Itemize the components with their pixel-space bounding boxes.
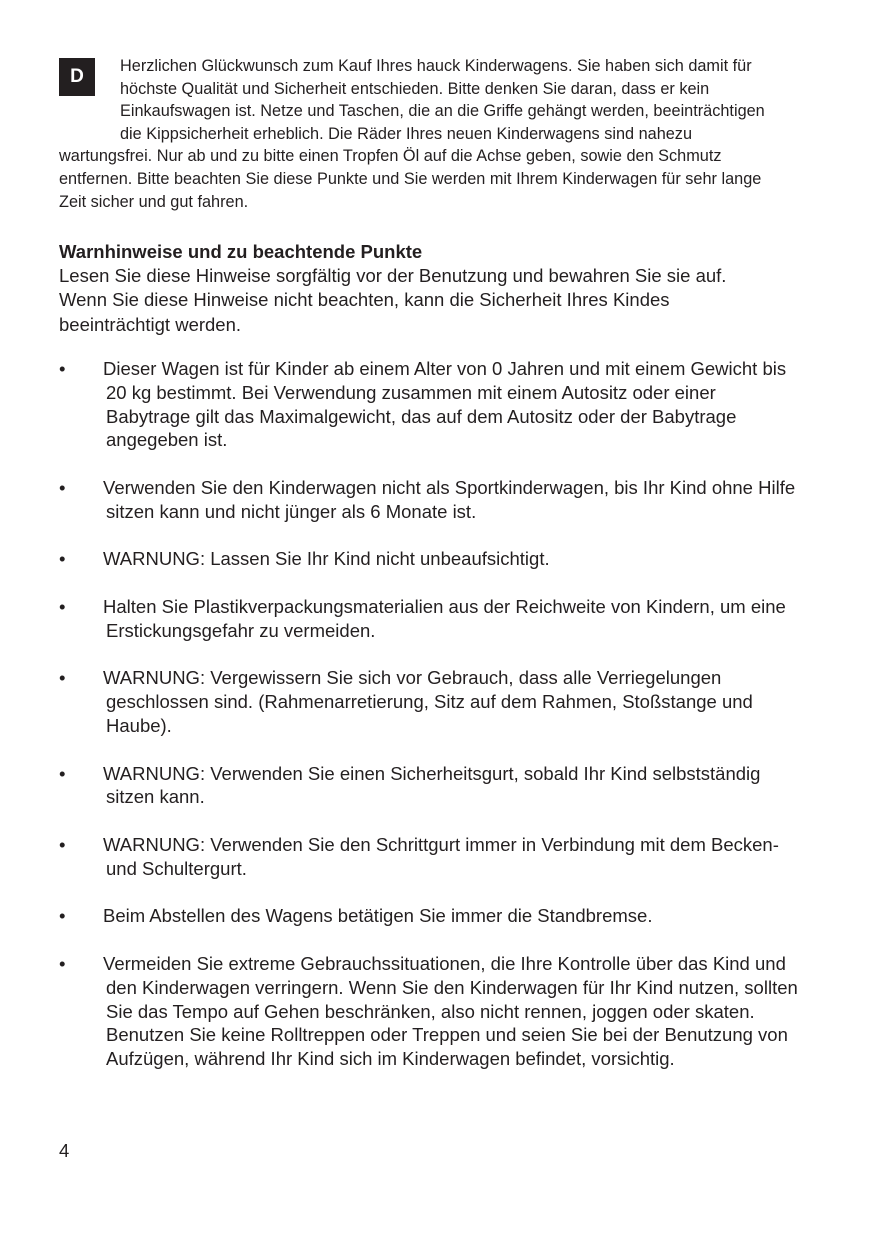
list-item-text: Vermeiden Sie extreme Gebrauchssituationen, die Ihre Kontrolle über das Kind und den Kinderwagen verringern. Wenn Sie den Kinderwagen für Ihr Kind nutzen, sollten Sie das Tempo auf Gehen beschränken, also nicht rennen, joggen oder skaten. Benutzen Sie keine Rolltreppen oder Treppen und seien Sie bei der Benutzung von Aufzügen, während Ihr Kind sich im Kinderwagen befindet, vorsichtig. (103, 952, 798, 1070)
language-badge: D (59, 58, 95, 96)
list-item (59, 595, 799, 643)
bullet-icon: • (59, 952, 66, 974)
list-item-text: WARNUNG: Vergewissern Sie sich vor Gebrauch, dass alle Verriegelungen geschlossen sind. (Rahmenarretierung, Sitz auf dem Rahmen, Stoßstange und Haube). (103, 667, 753, 736)
bullet-icon: • (59, 905, 66, 927)
list-item-text: WARNUNG: Verwenden Sie den Schrittgurt immer in Verbindung mit dem Becken- und Schultergurt. (103, 833, 779, 879)
list-item-text: WARNUNG: Verwenden Sie einen Sicherheitsgurt, sobald Ihr Kind selbstständig sitzen kann. (103, 762, 761, 808)
bullet-icon: • (59, 667, 66, 689)
intro-paragraph (59, 55, 779, 213)
warning-list (59, 357, 799, 1095)
list-item (59, 762, 799, 810)
bullet-icon: • (59, 762, 66, 784)
list-item (59, 666, 799, 737)
list-item-text: Halten Sie Plastikverpackungsmaterialien aus der Reichweite von Kindern, um eine Erstickungsgefahr zu vermeiden. (103, 595, 786, 641)
list-item (59, 357, 799, 452)
bullet-icon: • (59, 476, 66, 498)
list-item-text: Beim Abstellen des Wagens betätigen Sie immer die Standbremse. (103, 905, 653, 927)
section-intro: Lesen Sie diese Hinweise sorgfältig vor der Benutzung und bewahren Sie sie auf. Wenn Sie diese Hinweise nicht beachten, kann die Sicherheit Ihres Kindes beeinträchtigt werden. (59, 265, 727, 335)
badge-spacer (59, 55, 120, 123)
list-item-text: WARNUNG: Lassen Sie Ihr Kind nicht unbeaufsichtigt. (103, 548, 550, 570)
page-number: 4 (59, 1140, 70, 1161)
list-item (59, 547, 799, 571)
bullet-icon: • (59, 548, 66, 570)
list-item (59, 952, 799, 1071)
list-item (59, 833, 799, 881)
list-item-text: Dieser Wagen ist für Kinder ab einem Alter von 0 Jahren und mit einem Gewicht bis 20 kg bestimmt. Bei Verwendung zusammen mit einem Autositz oder einer Babytrage gilt das Maximalgewicht, das auf dem Autositz oder der Babytrage angegeben ist. (103, 358, 787, 451)
bullet-icon: • (59, 358, 66, 379)
bullet-icon: • (59, 833, 66, 855)
list-item (59, 476, 799, 524)
list-item (59, 904, 799, 928)
intro-text: Herzlichen Glückwunsch zum Kauf Ihres hauck Kinderwagens. Sie haben sich damit für höchste Qualität und Sicherheit entschieden. Bitte denken Sie daran, dass er kein Einkaufswagen ist. Netze und Taschen, die an die Griffe gehängt werden, beeinträchtigen die Kippsicherheit erheblich. Die Räder Ihres neuen Kinderwagens sind nahezu wartungsfrei. Nur ab und zu bitte einen Tropfen Öl auf die Achse geben, sowie den Schmutz entfernen. Bitte beachten Sie diese Punkte und Sie werden mit Ihrem Kinderwagen für sehr lange Zeit sicher und gut fahren. (59, 57, 765, 211)
list-item-text: Verwenden Sie den Kinderwagen nicht als Sportkinderwagen, bis Ihr Kind ohne Hilfe sitzen kann und nicht jünger als 6 Monate ist. (103, 476, 796, 522)
bullet-icon: • (59, 595, 66, 617)
section-heading: Warnhinweise und zu beachtende Punkte (59, 241, 423, 262)
